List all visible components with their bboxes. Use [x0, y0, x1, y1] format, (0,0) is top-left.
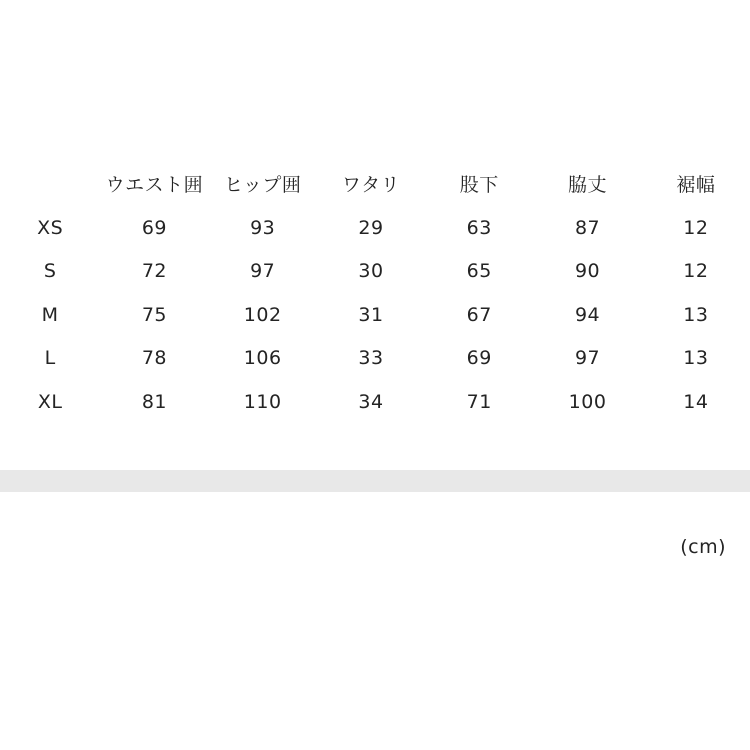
cell-hem-width: 14: [683, 390, 709, 413]
table-row: [0, 250, 750, 294]
table-body: [0, 206, 750, 424]
cell-outseam: 94: [574, 303, 601, 326]
cell-waist: 78: [141, 347, 167, 370]
cell-outseam: 97: [574, 347, 601, 370]
size-chart-table: [0, 160, 750, 424]
table-row: [0, 206, 750, 250]
cell-outseam: 87: [574, 216, 601, 239]
cell-thigh: 31: [358, 303, 384, 326]
cell-hip: 106: [243, 347, 282, 370]
table-header-row: [0, 160, 750, 206]
cell-thigh: 29: [358, 216, 384, 239]
cell-inseam: 69: [466, 347, 492, 370]
cell-hem-width: 12: [683, 216, 709, 239]
cell-waist: 69: [141, 216, 167, 239]
cell-hip: 102: [243, 303, 282, 326]
cell-hem-width: 13: [683, 303, 709, 326]
cell-hip: 110: [243, 390, 282, 413]
row-size-label: L: [44, 347, 56, 370]
cell-outseam: 100: [568, 390, 607, 413]
column-header-inseam: 股下: [459, 173, 499, 196]
row-size-label: XL: [37, 390, 63, 413]
column-header-size: [0, 160, 100, 206]
column-header-thigh: ワタリ: [341, 173, 401, 196]
unit-note: (cm): [680, 536, 726, 558]
table-row: [0, 293, 750, 337]
cell-hip: 93: [250, 216, 276, 239]
row-size-label: M: [41, 303, 59, 326]
cell-hem-width: 12: [683, 260, 709, 283]
cell-hem-width: 13: [683, 347, 709, 370]
cell-inseam: 67: [466, 303, 492, 326]
column-header-hip: ヒップ囲: [223, 173, 302, 196]
cell-waist: 81: [141, 390, 167, 413]
cell-hip: 97: [250, 260, 276, 283]
cell-inseam: 65: [466, 260, 492, 283]
column-header-waist: ウエスト囲: [105, 173, 204, 196]
cell-thigh: 34: [358, 390, 384, 413]
cell-waist: 72: [141, 260, 167, 283]
table-row: [0, 337, 750, 381]
cell-thigh: 30: [358, 260, 384, 283]
cell-inseam: 63: [466, 216, 492, 239]
cell-waist: 75: [141, 303, 167, 326]
cell-outseam: 90: [574, 260, 601, 283]
cell-thigh: 33: [358, 347, 384, 370]
row-size-label: S: [43, 260, 57, 283]
column-header-outseam: 脇丈: [568, 173, 608, 196]
cell-inseam: 71: [466, 390, 492, 413]
column-header-hem-width: 裾幅: [676, 173, 716, 196]
row-size-label: XS: [37, 216, 64, 239]
table-header: [0, 160, 750, 206]
table-row: [0, 380, 750, 424]
section-divider: [0, 470, 750, 492]
